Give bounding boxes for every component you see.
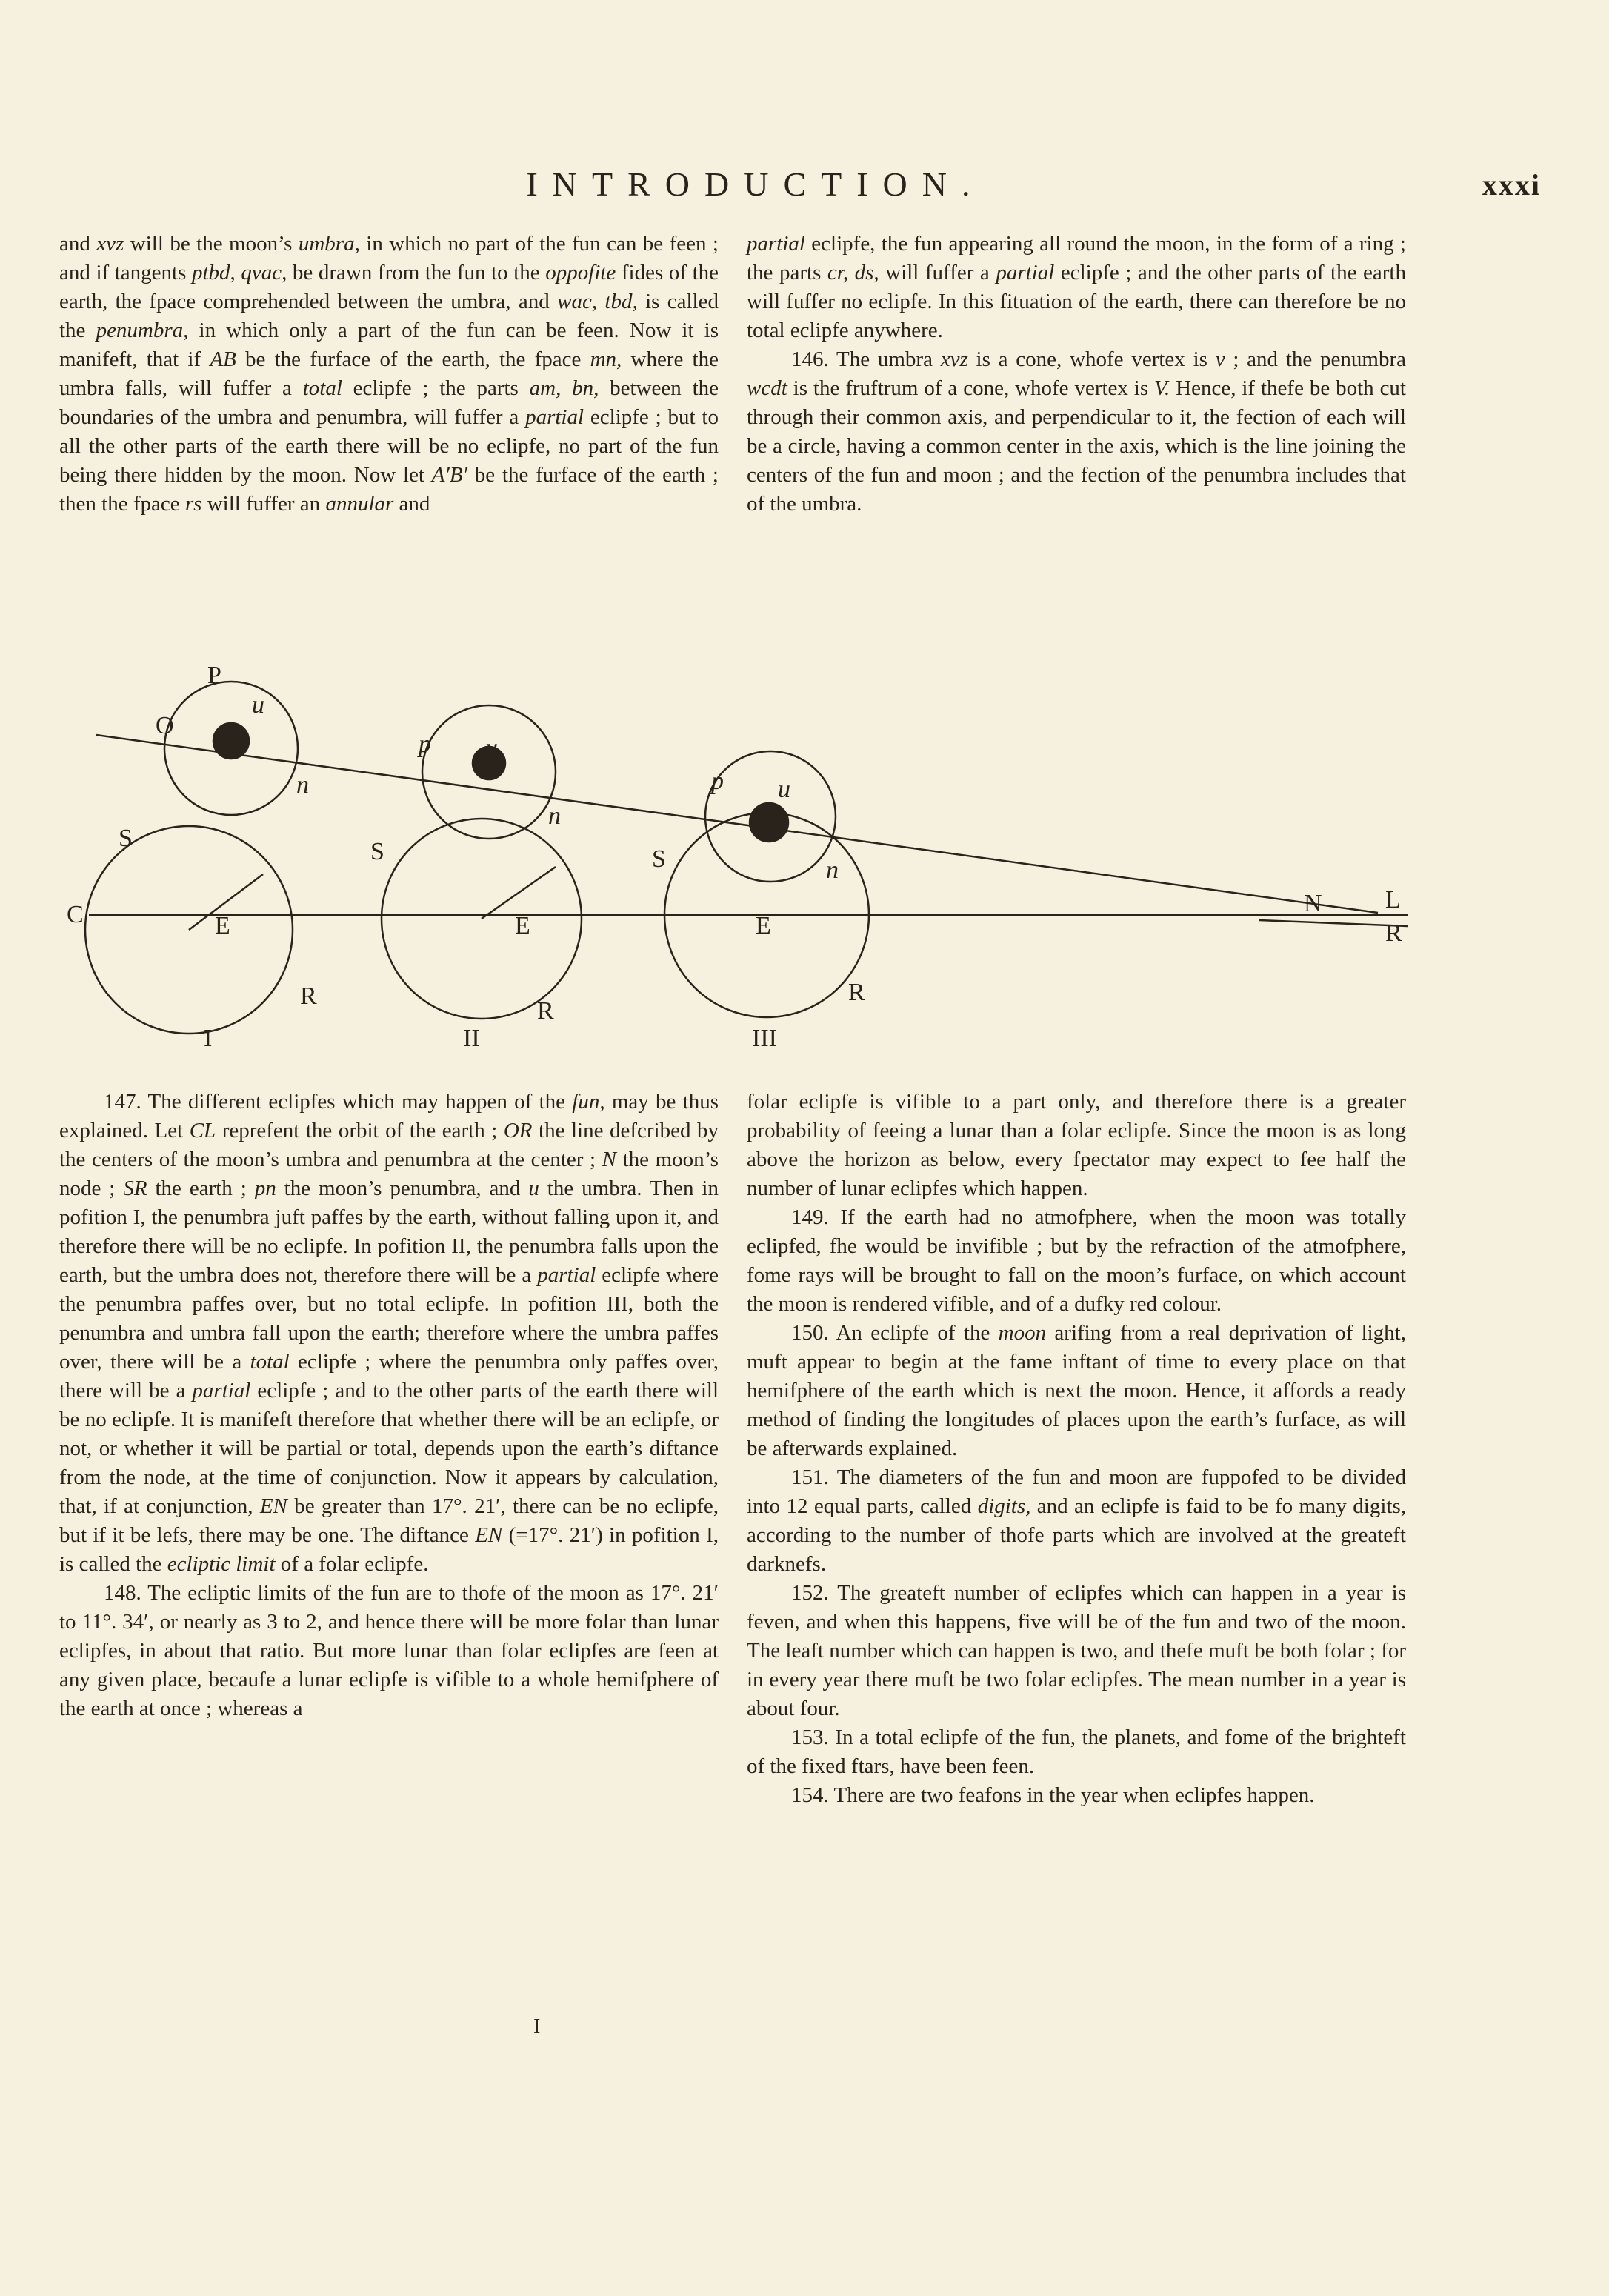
paragraph-151 [747,1463,1406,1579]
italic-run: v [1215,347,1225,371]
label-u-2: u [485,734,498,762]
umbra-dot-3 [750,803,788,842]
text-run: arifing from a real deprivation of light, muft appear to begin at the fame inftant of time to every place on that hemifphere of the earth which is next the moon. Hence, it affords a ready method of finding the longitudes of places upon the earth’s furface, as will be afterwards explained. [747,1321,1406,1460]
text-run: will fuffer an [201,492,326,516]
running-head [59,164,1541,209]
italic-run: ptbd, qvac, [191,261,287,284]
text-run: will fuffer a [879,261,996,284]
italic-run: partial [192,1379,251,1402]
italic-run: CL [189,1119,216,1142]
italic-run: total [250,1350,290,1374]
italic-run: xvz [940,347,968,371]
paragraph-150 [747,1319,1406,1463]
label-u-1: u [252,691,264,719]
text-run: be drawn from the fun to the [287,261,546,284]
paragraph-147 [59,1088,719,1579]
paragraph-152 [747,1579,1406,1723]
label-r-2: R [537,997,554,1025]
italic-run: wcdt [747,376,787,400]
italic-run: OR [503,1119,533,1142]
italic-run: partial [537,1263,596,1287]
text-run: will be the moon’s [124,232,299,256]
text-run: folar eclipfe is vifible to a part only, and therefore there is a greater probability of feeing a lunar than a folar eclipfe. Since the moon is as long above the horizon as below, every fpectator may expect to fee half the number of lunar eclipfes which happen. [747,1090,1406,1200]
text-run: 150. An eclipfe of the [791,1321,999,1345]
label-n-node: N [1304,890,1322,917]
text-run: 146. The umbra [791,347,941,371]
italic-run: mn, [590,347,622,371]
text-run: reprefent the orbit of the earth ; [216,1119,504,1142]
italic-run: cr, ds, [827,261,879,284]
signature-mark: I [533,2015,541,2038]
italic-run: am, bn, [529,376,599,400]
paragraph-146 [747,345,1406,519]
label-n-1: n [296,771,309,799]
text-run: eclipfe ; and to the other parts of the earth there will be no eclipfe. It is manifeft therefore that whether there will be an eclipfe, or not, or whether it will be partial or total, depends upon the earth’s diftance from the node, at the time of conjunction. Now it appears by calculation, that, if at conjunction, [59,1379,719,1518]
label-position-3: III [752,1025,777,1052]
text-run: and [393,492,430,516]
paragraph-145-end [59,230,719,519]
italic-run: fun, [572,1090,605,1114]
italic-run: A′B′ [431,463,467,487]
text-run: is the fruftrum of a cone, whofe vertex is [787,376,1155,400]
italic-run: N [602,1148,616,1171]
italic-run: partial [747,232,805,256]
label-s-1: S [119,825,133,852]
text-run: 154. There are two feafons in the year when eclipfes happen. [791,1783,1315,1807]
text-run: is a cone, whofe vertex is [967,347,1216,371]
italic-run: wac, tbd, [557,290,638,313]
text-run: the line defcribed by the centers of the moon’s umbra and penumbra at the center ; [59,1119,719,1171]
text-run: in which no part of the fun can be feen ; and if tangents [59,232,719,284]
text-run: and an eclipfe is faid to be fo many digits, according to the number of thofe parts which are involved at the greateft darknefs. [747,1494,1407,1576]
text-run: may be thus explained. Let [59,1090,719,1142]
label-e-2: E [515,912,530,939]
text-run: be greater than 17°. 21′, there can be no eclipfe, but if it be lefs, there may be one. The diftance [59,1494,719,1547]
italic-run: umbra, [298,232,360,256]
text-run: 151. The diameters of the fun and moon are fuppofed to be divided into 12 equal parts, called [747,1465,1406,1518]
italic-run: AB [210,347,236,371]
italic-run: partial [996,261,1055,284]
label-n-3: n [826,856,839,884]
label-s-3: S [652,845,666,873]
text-run: eclipfe ; where the penumbra only paffes over, there will be a [59,1350,719,1402]
earth-radius-2 [482,867,556,919]
label-position-2: II [463,1025,480,1052]
label-e-1: E [215,912,230,939]
italic-run: SR [123,1177,147,1200]
paragraph-149 [747,1203,1406,1319]
italic-run: V. [1154,376,1170,400]
label-r-1: R [300,982,317,1010]
text-run: 148. The ecliptic limits of the fun are to thofe of the moon as 17°. 21′ to 11°. 34′, or nearly as 3 to 2, and hence there will be more folar than lunar eclipfes, in about that ratio. But more lunar than folar eclipfes are feen at any given place, becaufe a lunar eclipfe is vifible to a whole hemifphere of the earth at once ; whereas a [59,1581,719,1720]
text-run: (=17°. 21′) in pofition I, is called the [59,1523,719,1576]
label-p-2: p [419,731,431,758]
italic-run: penumbra, [96,319,189,342]
label-o: O [156,712,174,739]
text-run: eclipfe, the fun appearing all round the moon, in the form of a ring ; the parts [747,232,1406,284]
text-run: eclipfe ; the parts [342,376,530,400]
text-run: and [59,232,97,256]
paragraph-148 [59,1579,719,1723]
label-s-2: S [370,838,384,865]
text-run: 152. The greateft number of eclipfes which can happen in a year is feven, and when this happens, five will be of the fun and two of the moon. The leaft number which can happen is two, and thefe muft be both folar ; for in every year there muft be two folar eclipfes. The mean number in a year is about four. [747,1581,1406,1720]
label-n-2: n [548,802,561,830]
italic-run: total [302,376,342,400]
label-r-end: R [1385,919,1402,947]
text-run: Hence, if thefe be both cut through their common axis, and perpendicular to it, the fection of each will be a circle, having a common center in the axis, which is the line joining the centers of the fun and moon ; and the fection of the penumbra includes that of the umbra. [747,376,1406,516]
page-number: xxxi [1482,168,1541,202]
bottom-left-column [59,1088,719,1723]
text-run: the moon’s node ; [59,1148,719,1200]
eclipse-positions-diagram [44,652,1526,1067]
text-run: 147. The different eclipfes which may happen of the [104,1090,573,1114]
text-run: in which only a part of the fun can be feen. Now it is manifeft, that if [59,319,719,371]
paragraph-154 [747,1781,1406,1810]
label-c: C [67,901,84,928]
top-right-column [747,230,1406,519]
italic-run: xvz [96,232,124,256]
label-e-3: E [756,912,771,939]
paragraph-148-tail [747,1088,1406,1203]
umbra-dot-1 [213,723,249,759]
text-run: be the furface of the earth, the fpace [236,347,590,371]
label-position-1: I [204,1025,213,1052]
paragraph-145-tail [747,230,1406,345]
italic-run: rs [184,492,202,516]
text-run: between the boundaries of the umbra and penumbra, will fuffer a [59,376,719,429]
italic-run: moon [998,1321,1047,1345]
italic-run: annular [325,492,394,516]
label-l: L [1385,886,1401,914]
italic-run: EN [259,1494,287,1518]
text-run: be the furface of the earth ; then the fpace [59,463,719,516]
text-run: is called the [59,290,719,342]
text-run: where the umbra falls, will fuffer a [59,347,719,400]
italic-run: oppofite [545,261,616,284]
italic-run: ecliptic limit [167,1552,276,1576]
text-run: ; and the penumbra [1225,347,1406,371]
italic-run: partial [525,405,584,429]
text-run: the moon’s penumbra, and [276,1177,529,1200]
italic-run: u [528,1177,539,1200]
text-run: of a folar eclipfe. [275,1552,429,1576]
moon-path-or [96,735,1378,913]
label-p-3: p [711,768,724,795]
label-p-1: P [207,662,221,689]
text-run: the earth ; [147,1177,255,1200]
text-run: 153. In a total eclipfe of the fun, the planets, and fome of the brighteft of the fixed ftars, have been feen. [747,1726,1406,1778]
text-run: 149. If the earth had no atmofphere, when the moon was totally eclipfed, fhe would be invifible ; but by the refraction of the atmofphere, fome rays will be brought to fall on the moon’s furface, on which account the moon is rendered vifible, and of a dufky red colour. [747,1205,1406,1316]
label-u-3: u [778,776,790,803]
text-run: eclipfe ; but to all the other parts of the earth there will be no eclipfe, no part of the fun being there hidden by the moon. Now let [59,405,719,487]
top-left-column [59,230,719,519]
text-run: eclipfe where the penumbra paffes over, but no total eclipfe. In pofition III, both the penumbra and umbra fall upon the earth; therefore where the umbra paffes over, there will be a [59,1263,719,1374]
text-run: eclipfe ; and the other parts of the earth will fuffer no eclipfe. In this fituation of the earth, there can therefore be no total eclipfe anywhere. [747,261,1406,342]
italic-run: EN [475,1523,503,1547]
running-title: INTRODUCTION. [526,165,985,203]
text-run: the umbra. Then in pofition I, the penumbra juft paffes by the earth, without falling upon it, and therefore there will be no eclipfe. In pofition II, the penumbra falls upon the earth, but the umbra does not, therefore there will be a [59,1177,719,1287]
paragraph-153 [747,1723,1406,1781]
label-r-3: R [848,979,865,1006]
text-run: fides of the earth, the fpace comprehended between the umbra, and [59,261,719,313]
bottom-right-column [747,1088,1406,1810]
italic-run: pn [254,1177,276,1200]
italic-run: digits, [977,1494,1031,1518]
